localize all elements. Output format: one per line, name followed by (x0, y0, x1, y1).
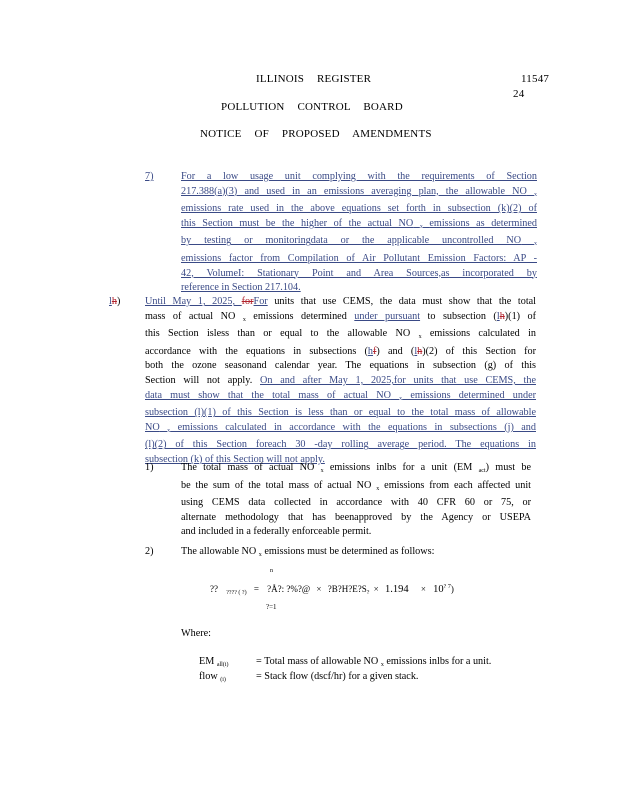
sub2-marker: 2) (145, 546, 154, 557)
equation-term2: ?B?H?E?S (327, 584, 367, 594)
sub1-body (181, 461, 531, 540)
register-title: ILLINOIS REGISTER (256, 73, 372, 85)
item7-line: 42, VolumeI: Stationary Point and Area Sources,as incorporated by (181, 267, 537, 279)
equation-upper-limit: n (270, 568, 273, 574)
sub1-line: The total mass of actual NO $_x$ emissions inlbs for a unit (EM $_{act}$) must be (181, 462, 532, 474)
sub1-line: using CEMS data collected in accordance with 40 CFR 60 or 75, or (181, 497, 531, 509)
equation-lower-limit: ?=1 (266, 603, 277, 611)
itemH-line: accordance with the equations in subsections (hf) and (lh)(2) of this Section for (145, 345, 536, 357)
item7-marker: 7) (145, 171, 154, 182)
item7-line: emissions rate used in the above equations set forth in subsection (k)(2) of (181, 203, 537, 215)
page-subnumber: 24 (513, 88, 525, 100)
itemH-line: subsection (l)(1) of this Section is less than or equal to the total mass of allowable (145, 407, 536, 419)
equation-sum-term: ?Å?: ?%?@ (267, 584, 311, 594)
sub1-line: alternate methodology that has beenapproved by the Agency or USEPA (181, 511, 531, 523)
equation-lhs: ?? (210, 584, 218, 594)
item7-line: by testing or monitoringdata or the applicable uncontrolled NO $_x$ (181, 235, 537, 248)
item7-line: For a low usage unit complying with the requirements of Section (181, 171, 537, 182)
item7-line: emissions factor from Compilation of Air Pollutant Emission Factors: AP - (181, 252, 537, 264)
item7-body (181, 170, 537, 296)
itemH-marker: lh) (109, 296, 121, 307)
item7-line: 217.388(a)(3) and used in an emissions averaging plan, the allowable NO $_x$ (181, 185, 538, 198)
where-term: flow $_{(i)}$ (199, 671, 226, 683)
itemH-line: both the ozone seasonand calendar year. The equations in subsection (g) of this (145, 360, 536, 372)
board-title: POLLUTION CONTROL BOARD (221, 101, 403, 113)
where-definition: = Total mass of allowable NO $_x$ emissions inlbs for a unit. (256, 656, 492, 668)
sub2-text: The allowable NO $_x$ emissions must be determined as follows: (181, 546, 435, 558)
notice-title: NOTICE OF PROPOSED AMENDMENTS (200, 128, 432, 140)
where-term: EM $_{all(i)}$ (199, 656, 229, 668)
sub1-marker: 1) (145, 462, 154, 473)
itemH-line: Until May 1, 2025, forFor units that use CEMS, the data must show that the total (145, 296, 536, 307)
where-definition: = Stack flow (dscf/hr) for a given stack. (256, 671, 419, 682)
page-number: 11547 (521, 73, 550, 85)
itemH-line: Section will not apply. On and after May 1, 2025,for units that use CEMS, the (145, 374, 536, 386)
where-label: Where: (181, 628, 211, 639)
sub1-line: be the sum of the total mass of actual NO $_x$ emissions from each affected unit (181, 479, 531, 492)
itemH-line: mass of actual NO $_x$ emissions determined under pursuant to subsection (lh)(1) of (145, 310, 537, 323)
itemH-line: this Section isless than or equal to the allowable NO $_x$ emissions calculated in (145, 328, 536, 341)
item7-line: this Section must be the higher of the actual NO $_x$ emissions as determined (181, 217, 538, 230)
itemH-line: NO $_x$ emissions calculated in accordance with the equations in subsections (j) and (145, 421, 536, 434)
equation-constant: 1.194 (384, 584, 409, 595)
sub1-line: and included in a federally enforceable permit. (181, 526, 372, 538)
item7-line: reference in Section 217.104. (181, 282, 301, 294)
itemH-line: data must show that the total mass of actual NO $_x$ emissions determined under (145, 389, 537, 402)
equation: ?? $_{???? ( ?)}$ = ?Å?: ?%?@ × $?B?H?E?S_? \times 1.194 \times 10^{? 7}$) (210, 584, 454, 596)
itemH-line: (l)(2) of this Section foreach 30 -day rolling average period. The equations in (145, 439, 536, 451)
itemH-line: subsection (k) of this Section will not apply. (145, 453, 325, 465)
itemH-body (145, 295, 536, 468)
